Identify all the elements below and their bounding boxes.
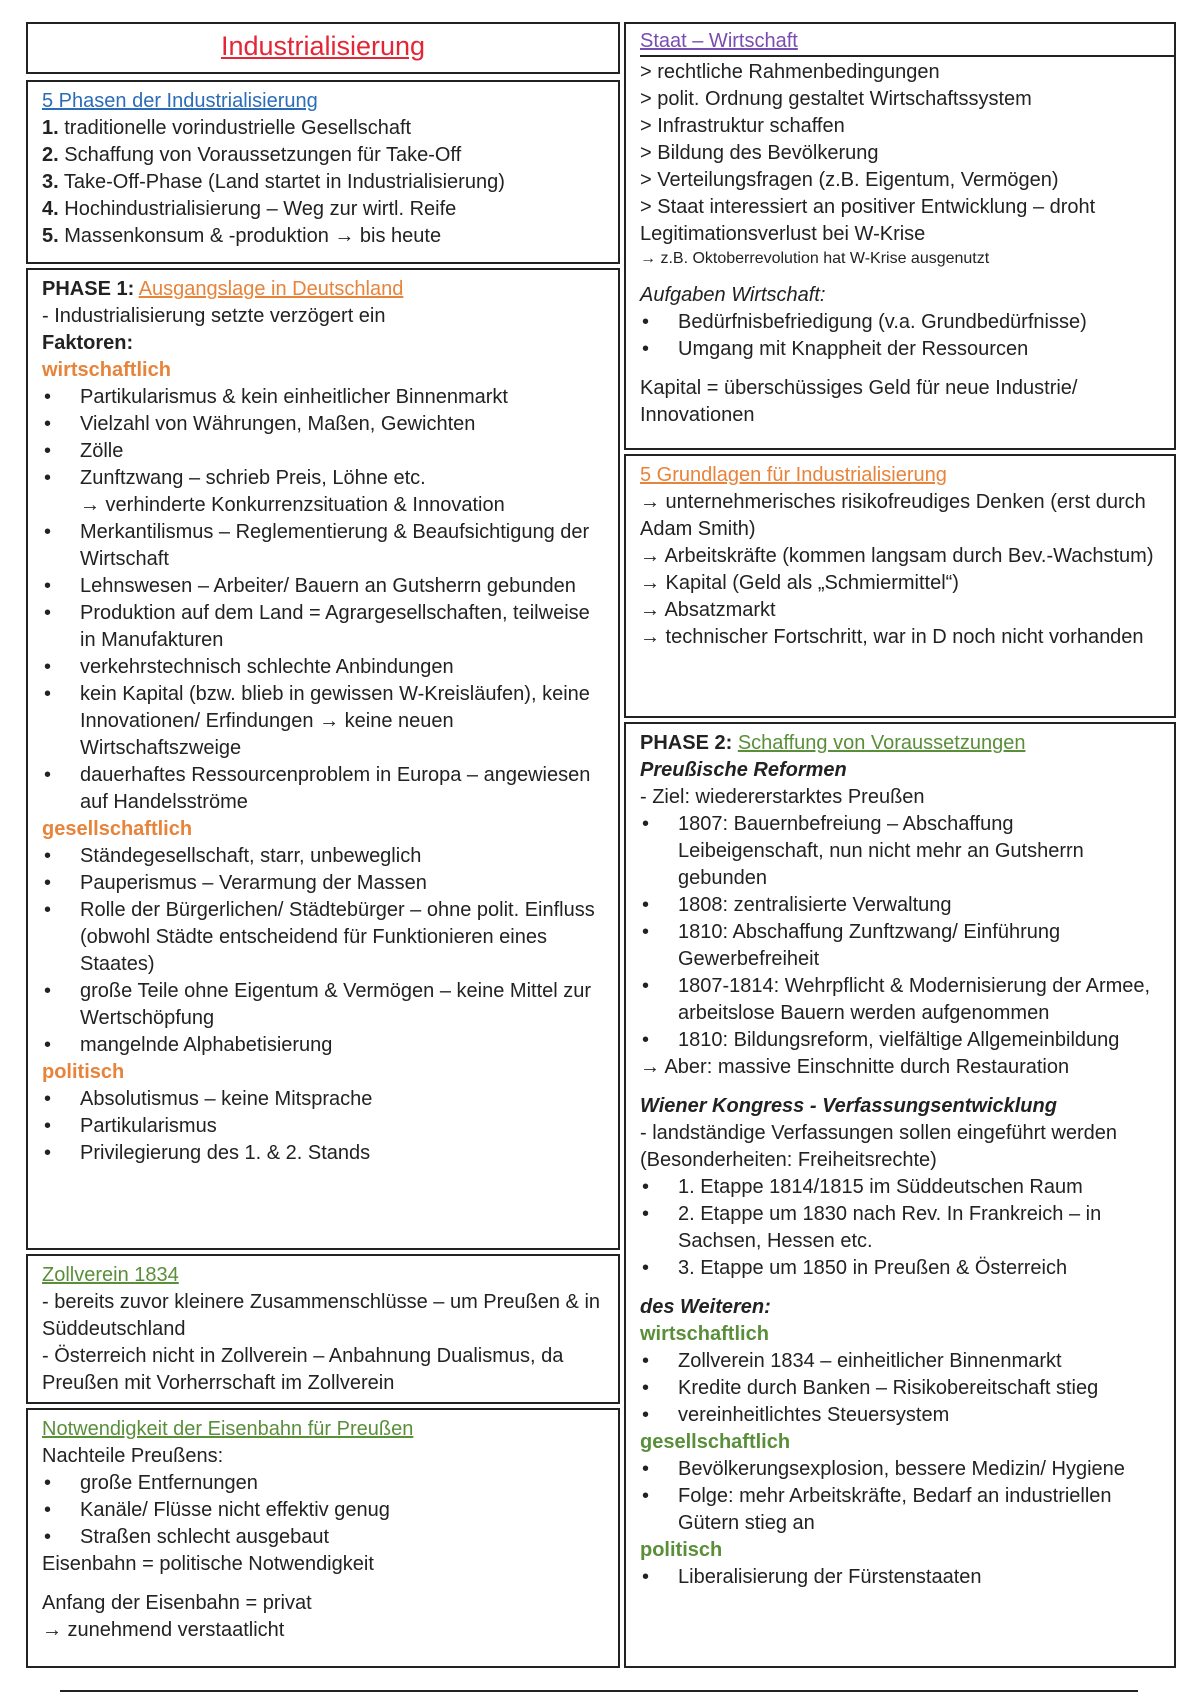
social-label: gesellschaftlich [42,818,193,840]
list-item: • mangelnde Alphabetisierung [42,1032,604,1059]
list-item: • Kredite durch Banken – Risikobereitschaft stieg [640,1375,1160,1402]
phase1-intro: - Industrialisierung setzte verzögert ein [42,305,386,327]
list-item: • Folge: mehr Arbeitskräfte, Bedarf an industriellen Gütern stieg an [640,1483,1160,1537]
economic-list [42,384,604,816]
zollverein-line: - bereits zuvor kleinere Zusammenschlüsse – um Preußen & in Süddeutschland [42,1291,601,1340]
political-list [42,1086,604,1167]
foundation-item: → unternehmerisches risikofreudiges Denken (erst durch Adam Smith) [640,491,1146,540]
list-item: • 1808: zentralisierte Verwaltung [640,892,1160,919]
list-item: • 1810: Bildungsreform, vielfältige Allgemeinbildung [640,1027,1160,1054]
railway-heading: Notwendigkeit der Eisenbahn für Preußen [42,1418,414,1440]
list-item: • Privilegierung des 1. & 2. Stands [42,1140,604,1167]
foundation-item: → Arbeitskräfte (kommen langsam durch Bev.-Wachstum) [640,545,1154,567]
list-item: • 1810: Abschaffung Zunftzwang/ Einführung Gewerbefreiheit [640,919,1160,973]
list-item: • Vielzahl von Währungen, Maßen, Gewichten [42,411,604,438]
p2-social-list [640,1456,1160,1537]
reforms-label: Preußische Reformen [640,759,847,781]
reforms-list [640,811,1160,1054]
list-item: • Kanäle/ Flüsse nicht effektiv genug [42,1497,604,1524]
phases-heading: 5 Phasen der Industrialisierung [42,90,318,112]
list-item: • Absolutismus – keine Mitsprache [42,1086,604,1113]
state-line: > rechtliche Rahmenbedingungen [640,61,940,83]
list-item: • Zunftzwang – schrieb Preis, Löhne etc. → verhinderte Konkurrenzsituation & Innovation [42,465,604,519]
state-line: > Bildung des Bevölkerung [640,142,879,164]
list-item: • Bevölkerungsexplosion, bessere Medizin/ Hygiene [640,1456,1160,1483]
list-item: • Partikularismus & kein einheitlicher Binnenmarkt [42,384,604,411]
list-item: • 1807: Bauernbefreiung – Abschaffung Leibeigenschaft, nun nicht mehr an Gutsherrn gebunden [640,811,1160,892]
phase1-title: PHASE 1: Ausgangslage in Deutschland [42,278,404,300]
list-item: • große Teile ohne Eigentum & Vermögen – keine Mittel zur Wertschöpfung [42,978,604,1032]
list-item: • verkehrstechnisch schlechte Anbindungen [42,654,604,681]
foundations-heading: 5 Grundlagen für Industrialisierung [640,464,947,486]
phase2-box [624,722,1176,1668]
restoration-note: → Aber: massive Einschnitte durch Restauration [640,1056,1070,1078]
disadvantages-list [42,1470,604,1551]
state-economy-heading: Staat – Wirtschaft [640,30,798,52]
phase-item: 5. Massenkonsum & -produktion → bis heute [42,225,442,247]
list-item: • Zollverein 1834 – einheitlicher Binnenmarkt [640,1348,1160,1375]
tasks-label: Aufgaben Wirtschaft: [640,284,826,306]
p2-social-label: gesellschaftlich [640,1431,791,1453]
phase-item: 2. Schaffung von Voraussetzungen für Take-Off [42,144,462,166]
capital-definition: Kapital = überschüssiges Geld für neue Industrie/ Innovationen [640,377,1078,426]
phase1-box [26,268,620,1250]
p2-economic-list [640,1348,1160,1429]
bottom-divider [60,1690,1138,1692]
list-item: • dauerhaftes Ressourcenproblem in Europa – angewiesen auf Handelsströme [42,762,604,816]
list-item: • 3. Etappe um 1850 in Preußen & Österreich [640,1255,1160,1282]
title-box [26,22,620,74]
p2-political-label: politisch [640,1539,723,1561]
state-line: > polit. Ordnung gestaltet Wirtschaftssystem [640,88,1032,110]
social-list [42,843,604,1059]
list-item: • Ständegesellschaft, starr, unbeweglich [42,843,604,870]
list-item: • Partikularismus [42,1113,604,1140]
factors-label: Faktoren: [42,332,134,354]
phase-item: 1. traditionelle vorindustrielle Gesellschaft [42,117,412,139]
phase-item: 3. Take-Off-Phase (Land startet in Industrialisierung) [42,171,505,193]
zollverein-line: - Österreich nicht in Zollverein – Anbahnung Dualismus, da Preußen mit Vorherrschaft im Zollverein [42,1345,564,1394]
reforms-goal: - Ziel: wiedererstarktes Preußen [640,786,925,808]
list-item: • Pauperismus – Verarmung der Massen [42,870,604,897]
vienna-intro: - landständige Verfassungen sollen eingeführt werden (Besonderheiten: Freiheitsrechte) [640,1122,1117,1171]
list-item: • 1. Etappe 1814/1815 im Süddeutschen Raum [640,1174,1160,1201]
list-item: • Zölle [42,438,604,465]
railway-nationalized: → zunehmend verstaatlicht [42,1619,285,1641]
page-title: Industrialisierung [220,31,426,61]
vienna-label: Wiener Kongress - Verfassungsentwicklung [640,1095,1057,1117]
list-item: • 1807-1814: Wehrpflicht & Modernisierung der Armee, arbeitslose Bauern werden aufgenommen [640,973,1160,1027]
railway-box [26,1408,620,1668]
p2-political-list [640,1564,1160,1591]
list-item: • Bedürfnisbefriedigung (v.a. Grundbedürfnisse) [640,309,1160,336]
list-item: • Umgang mit Knappheit der Ressourcen [640,336,1160,363]
railway-necessity: Eisenbahn = politische Notwendigkeit [42,1553,374,1575]
stages-list [640,1174,1160,1282]
list-item: • Produktion auf dem Land = Agrargesellschaften, teilweise in Manufakturen [42,600,604,654]
foundation-item: → technischer Fortschritt, war in D noch nicht vorhanden [640,626,1144,648]
zollverein-heading: Zollverein 1834 [42,1264,179,1286]
list-item: • 2. Etappe um 1830 nach Rev. In Frankreich – in Sachsen, Hessen etc. [640,1201,1160,1255]
state-line: > Infrastruktur schaffen [640,115,845,137]
foundation-item: → Absatzmarkt [640,599,776,621]
list-item: • Rolle der Bürgerlichen/ Städtebürger – ohne polit. Einfluss (obwohl Städte entscheidend für Funktionieren eines Staates) [42,897,604,978]
zunft-arrow: → verhinderte Konkurrenzsituation & Innovation [80,494,505,516]
phase-item: 4. Hochindustrialisierung – Weg zur wirtl. Reife [42,198,457,220]
p2-economic-label: wirtschaftlich [640,1323,769,1345]
phases-box [26,80,620,264]
foundation-item: → Kapital (Geld als „Schmiermittel“) [640,572,959,594]
disadvantages-label: Nachteile Preußens: [42,1445,224,1467]
state-economy-box [624,22,1176,450]
list-item: • Liberalisierung der Fürstenstaaten [640,1564,1160,1591]
further-label: des Weiteren: [640,1296,771,1318]
state-line: > Staat interessiert an positiver Entwicklung – droht Legitimationsverlust bei W-Krise [640,196,1096,245]
zollverein-box [26,1254,620,1404]
political-label: politisch [42,1061,125,1083]
phase2-title: PHASE 2: Schaffung von Voraussetzungen [640,732,1026,754]
economic-label: wirtschaftlich [42,359,171,381]
tasks-list [640,309,1160,363]
list-item: • Lehnswesen – Arbeiter/ Bauern an Gutsherrn gebunden [42,573,604,600]
list-item: • kein Kapital (bzw. blieb in gewissen W-Kreisläufen), keine Innovationen/ Erfindungen → keine neuen Wirtschaftszweige [42,681,604,762]
list-item: • Straßen schlecht ausgebaut [42,1524,604,1551]
railway-start: Anfang der Eisenbahn = privat [42,1592,312,1614]
list-item: • vereinheitlichtes Steuersystem [640,1402,1160,1429]
foundations-box [624,454,1176,718]
list-item: • große Entfernungen [42,1470,604,1497]
state-line: > Verteilungsfragen (z.B. Eigentum, Vermögen) [640,169,1059,191]
list-item: • Merkantilismus – Reglementierung & Beaufsichtigung der Wirtschaft [42,519,604,573]
state-note: → z.B. Oktoberrevolution hat W-Krise ausgenutzt [640,250,990,267]
